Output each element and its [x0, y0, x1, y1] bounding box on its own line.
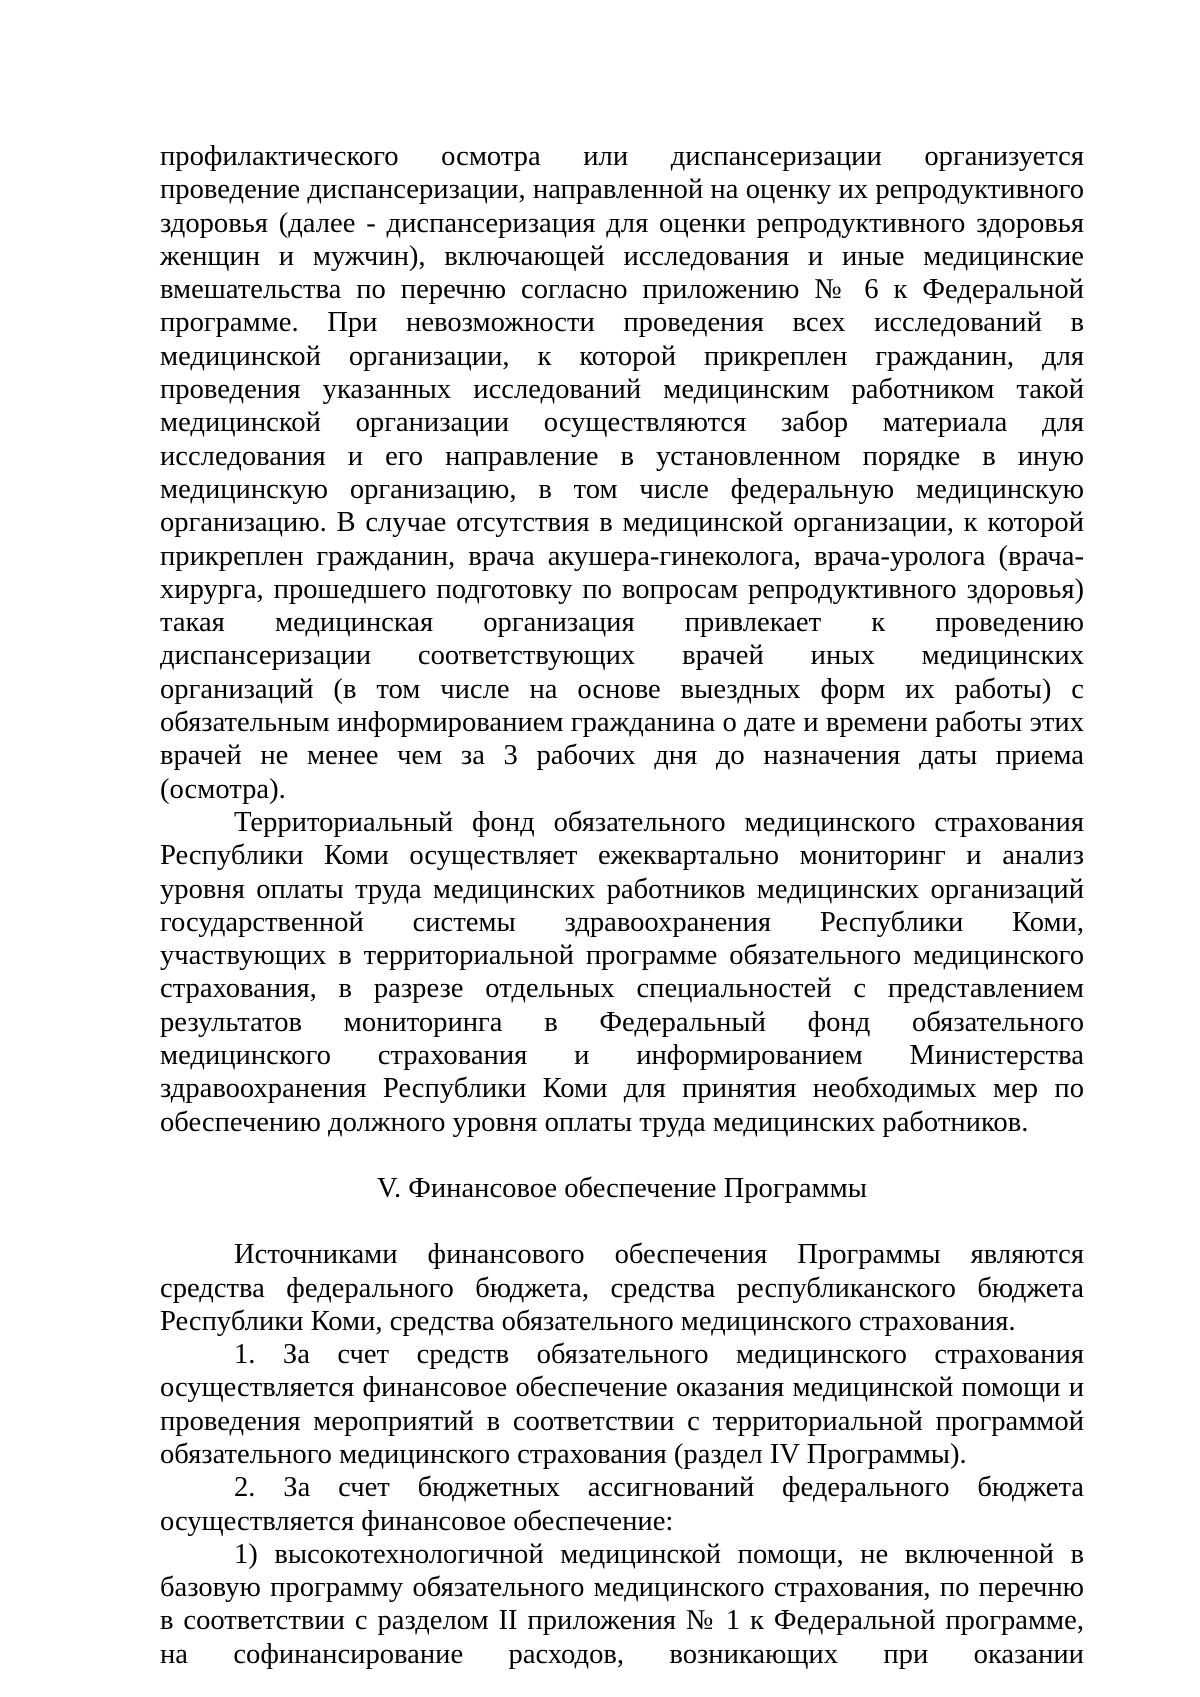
paragraph-monitoring: Территориальный фонд обязательного медицинского страхования Республики Коми осуществляет ежеквартально мониторинг и анализ уровня оплаты труда медицинских работников медицинских организаций государственной системы здравоохранения Республики Коми, участвующих в территориальной программе обязательного медицинского страхования, в разрезе отдельных специальностей с представлением результатов мониторинга в Федеральный фонд обязательного медицинского страхования и информированием Министерства здравоохранения Республики Коми для принятия необходимых мер по обеспечению должного уровня оплаты труда медицинских работников.: [160, 806, 1084, 1138]
paragraph-item-1: 1. За счет средств обязательного медицинского страхования осуществляется финансовое обеспечение оказания медицинской помощи и проведения мероприятий в соответствии с территориальной программой обязательного медицинского страхования (раздел IV Программы).: [160, 1339, 1084, 1470]
document-page: [160, 140, 1084, 1671]
paragraph-dispanserization: профилактического осмотра или диспансеризации организуется проведение диспансеризации, направленной на оценку их репродуктивного здоровья (далее - диспансеризация для оценки репродуктивного здоровья женщин и мужчин), включающей исследования и иные медицинские вмешательства по перечню согласно приложению № 6 к Федеральной программе. При невозможности проведения всех исследований в медицинской организации, к которой прикреплен гражданин, для проведения указанных исследований медицинским работником такой медицинской организации осуществляются забор материала для исследования и его направление в установленном порядке в иную медицинскую организацию, в том числе федеральную медицинскую организацию. В случае отсутствия в медицинской организации, к которой прикреплен гражданин, врача акушера-гинеколога, врача-уролога (врача-хирурга, прошедшего подготовку по вопросам репродуктивного здоровья) такая медицинская организация привлекает к проведению диспансеризации соответствующих врачей иных медицинских организаций (в том числе на основе выездных форм их работы) с обязательным информированием гражданина о дате и времени работы этих врачей не менее чем за 3 рабочих дня до назначения даты приема (осмотра).: [160, 141, 1084, 805]
section-heading: V. Финансовое обеспечение Программы: [377, 1172, 867, 1204]
paragraph-item-2: 2. За счет бюджетных ассигнований федерального бюджета осуществляется финансовое обеспечение:: [160, 1472, 1084, 1537]
paragraph-subitem-1: 1) высокотехнологичной медицинской помощи, не включенной в базовую программу обязательного медицинского страхования, по перечню в соответствии с разделом II приложения № 1 к Федеральной программе, на софинансирование расходов, возникающих при оказании: [160, 1538, 1084, 1670]
paragraph-sources: Источниками финансового обеспечения Программы являются средства федерального бюджета, средства республиканского бюджета Республики Коми, средства обязательного медицинского страхования.: [160, 1239, 1084, 1337]
